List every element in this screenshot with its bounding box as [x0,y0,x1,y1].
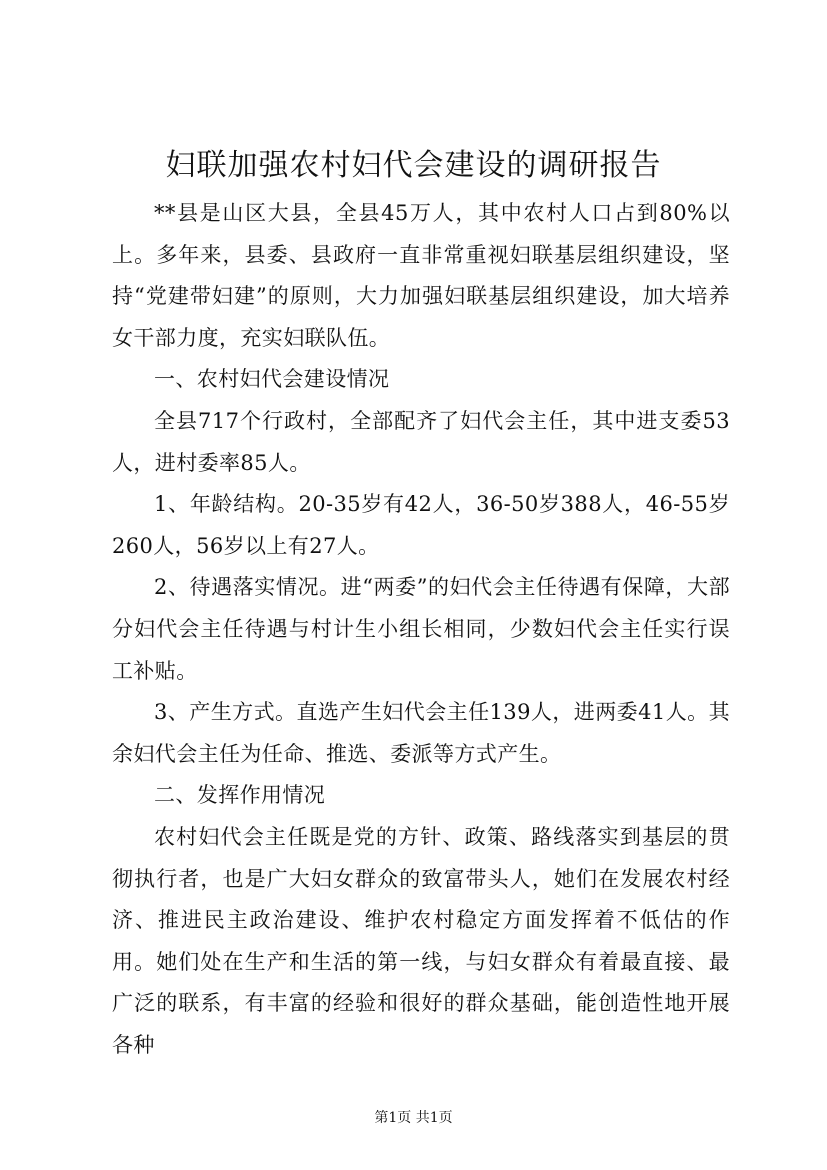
paragraph-age-structure: 1、年龄结构。20-35岁有42人，36-50岁388人，46-55岁260人，56岁以上有27人。 [112,492,730,558]
paragraph-role: 农村妇代会主任既是党的方针、政策、路线落实到基层的贯彻执行者，也是广大妇女群众的致富带头人，她们在发展农村经济、推进民主政治建设、维护农村稳定方面发挥着不低估的作用。她们处在生产和生活的第一线，与妇女群众有着最直接、最广泛的联系，有丰富的经验和很好的群众基础，能创造性地开展各种 [112,824,730,1057]
page-title: 妇联加强农村妇代会建设的调研报告 [165,148,662,183]
paragraph-selection-method: 3、产生方式。直选产生妇代会主任139人，进两委41人。其余妇代会主任为任命、推选、委派等方式产生。 [112,700,730,766]
section-heading-2: 二、发挥作用情况 [154,783,326,808]
paragraph-treatment: 2、待遇落实情况。进“两委”的妇代会主任待遇有保障，大部分妇代会主任待遇与村计生小组长相同，少数妇代会主任实行误工补贴。 [112,575,730,683]
paragraph-intro: **县是山区大县，全县45万人，其中农村人口占到80%以上。多年来，县委、县政府一直非常重视妇联基层组织建设，坚持“党建带妇建”的原则，大力加强妇联基层组织建设，加大培养女干部力度，充实妇联队伍。 [112,201,730,350]
section-heading-1: 一、农村妇代会建设情况 [154,367,390,392]
paragraph-villages: 全县717个行政村，全部配齐了妇代会主任，其中进支委53人，进村委率85人。 [112,408,730,475]
page-footer: 第1页 共1页 [374,1110,453,1126]
document-body [112,193,730,1066]
